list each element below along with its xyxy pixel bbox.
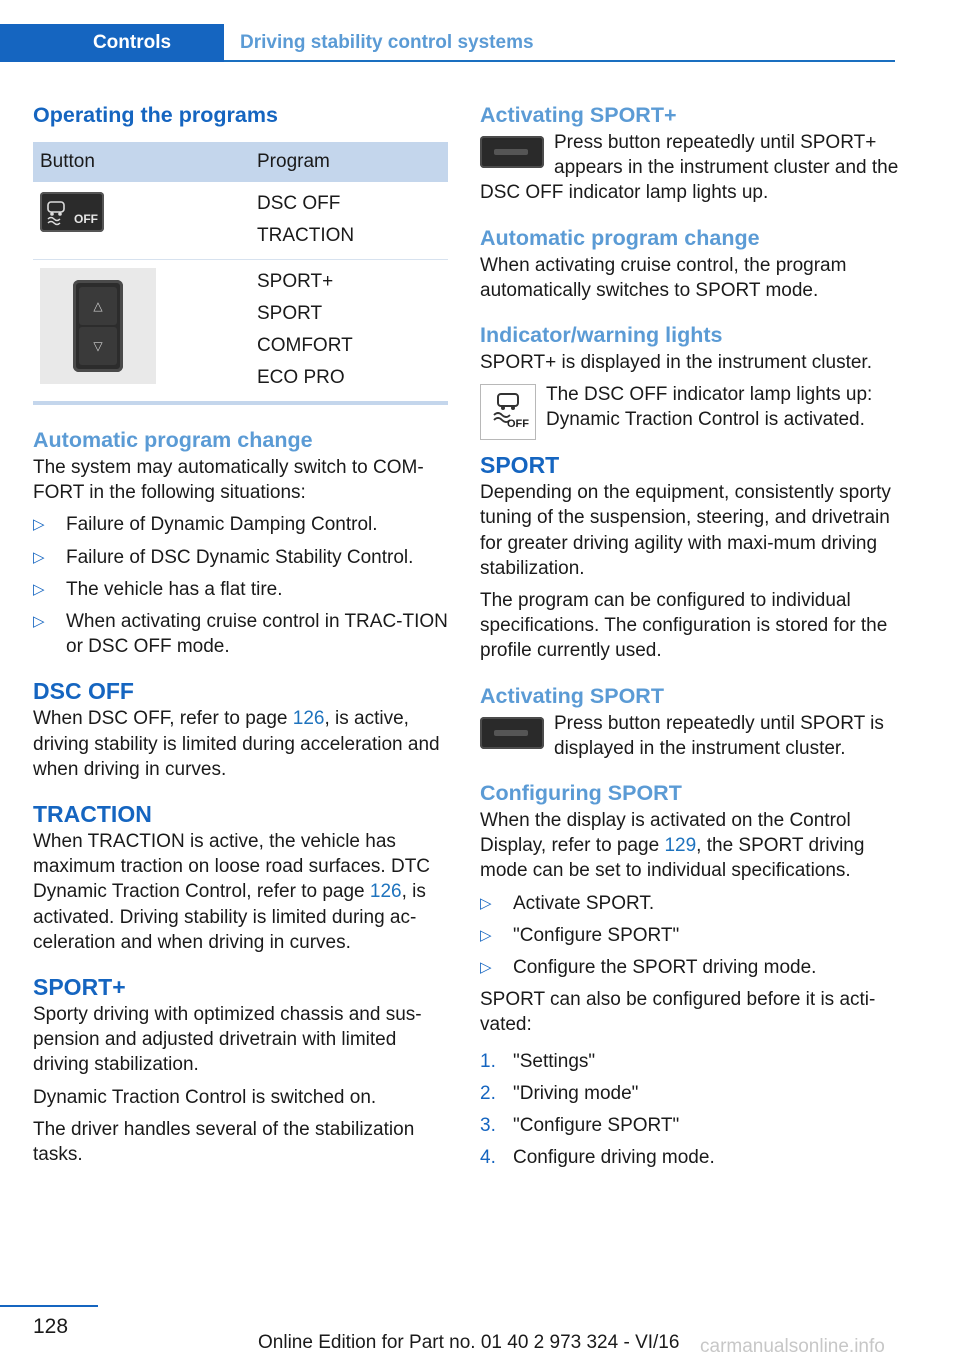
- configuring-sport-title: Configuring SPORT: [480, 781, 682, 806]
- program-sport-plus: SPORT+: [257, 271, 334, 292]
- table-cell-button: [33, 260, 250, 404]
- page-link-126[interactable]: 126: [292, 708, 325, 730]
- table-row: [33, 260, 448, 404]
- dsc-button-label: OFF: [74, 212, 98, 226]
- program-dsc-off: DSC OFF: [257, 193, 341, 214]
- configuring-sport-text: When the display is activated on the Control Display, refer to page 129, the SPORT driving mode can be set to individual specifications.: [480, 810, 865, 882]
- page-header: [0, 24, 895, 62]
- table-cell-programs: [250, 182, 448, 260]
- indicator-lamp-text: The DSC OFF indicator lamp lights up: Dynamic Traction Control is activated.: [546, 384, 873, 431]
- list-item: ▷ When activating cruise control in TRAC‐TION or DSC OFF mode.: [33, 611, 448, 658]
- section-tab[interactable]: Controls: [0, 24, 224, 62]
- indicator-title: Indicator/warning lights: [480, 323, 723, 348]
- traction-text: When TRACTION is active, the vehicle has maximum traction on loose road surfaces. DTC Dynamic Traction Control, refer to page 126, is activated. Driving stability is limited during ac‐celeration and when driving in curves.: [33, 831, 431, 953]
- step-number: 2.: [480, 1082, 496, 1104]
- right-column: [480, 100, 900, 1177]
- auto-change-title-right: Automatic program change: [480, 225, 760, 250]
- table-header-row: [33, 142, 448, 182]
- program-table: [33, 142, 448, 405]
- lamp-label: OFF: [507, 418, 529, 431]
- list-marker-icon: ▷: [480, 894, 492, 912]
- auto-change-list: [33, 512, 448, 659]
- sport-plus-title: SPORT+: [33, 974, 126, 1001]
- auto-change-title: Automatic program change: [33, 428, 313, 452]
- list-marker-icon: ▷: [480, 959, 492, 977]
- edition-text: Online Edition for Part no. 01 40 2 973 324 - VI/16: [258, 1332, 680, 1353]
- list-marker-icon: ▷: [33, 516, 45, 534]
- list-marker-icon: ▷: [33, 613, 45, 631]
- program-eco-pro: ECO PRO: [257, 367, 345, 388]
- configuring-sport-text-2: SPORT can also be configured before it is acti‐vated:: [480, 989, 876, 1036]
- driving-mode-rocker-icon: [40, 268, 156, 384]
- sport-text-1: Depending on the equipment, consistently sporty tuning of the suspension, steering, and drivetrain for greater driving agility with maxi‐mum driving stabilization.: [480, 482, 891, 579]
- activating-sport-block: [480, 711, 900, 768]
- left-column: [33, 100, 448, 1174]
- activating-sport-plus-title: Activating SPORT+: [480, 103, 677, 127]
- program-traction: TRACTION: [257, 225, 355, 246]
- footer-rule: [0, 1305, 98, 1307]
- activating-sport-plus-block: [480, 130, 900, 213]
- table-row: [33, 182, 448, 260]
- indicator-lamp-block: [480, 382, 900, 440]
- activating-sport-text: Press button repeatedly until SPORT is displayed in the instrument cluster.: [554, 712, 884, 759]
- dsc-off-button-icon: [40, 192, 104, 232]
- sport-plus-text-2: Dynamic Traction Control is switched on.: [33, 1086, 377, 1108]
- page-link-126[interactable]: 126: [369, 881, 402, 903]
- page-number: 128: [33, 1315, 69, 1338]
- rocker-up-icon: △: [79, 287, 117, 325]
- mode-button-icon: [480, 717, 544, 749]
- traction-title: TRACTION: [33, 801, 152, 828]
- rocker-down-icon: ▽: [79, 327, 117, 365]
- activating-sport-plus-text: Press button repeatedly until SPORT+ appears in the instrument cluster and the DSC OFF indicator lamp lights up.: [480, 132, 899, 204]
- list-item: ▷ Activate SPORT.: [480, 891, 900, 916]
- list-item: 2. "Driving mode": [480, 1081, 900, 1106]
- list-item: 3. "Configure SPORT": [480, 1113, 900, 1138]
- mode-button-icon: [480, 136, 544, 168]
- list-item: ▷ Failure of DSC Dynamic Stability Control.: [33, 545, 448, 570]
- program-comfort: COMFORT: [257, 335, 353, 356]
- step-number: 4.: [480, 1147, 496, 1169]
- list-item: ▷ The vehicle has a flat tire.: [33, 577, 448, 602]
- subsection-title[interactable]: Driving stability control systems: [240, 32, 534, 53]
- auto-change-text: The system may automatically switch to COM‐FORT in the following situations:: [33, 457, 424, 504]
- list-marker-icon: ▷: [480, 926, 492, 944]
- program-sport: SPORT: [257, 303, 323, 324]
- list-marker-icon: ▷: [33, 548, 45, 566]
- list-item: ▷ Configure the SPORT driving mode.: [480, 955, 900, 980]
- sport-plus-text-1: Sporty driving with optimized chassis and sus‐pension and adjusted drivetrain with limited driving stabilization.: [33, 1004, 422, 1076]
- table-header-program: Program: [250, 142, 448, 182]
- list-item: ▷ "Configure SPORT": [480, 923, 900, 948]
- watermark-text: carmanualsonline.info: [700, 1336, 885, 1357]
- dsc-off-lamp-icon: [480, 384, 536, 440]
- indicator-text: SPORT+ is displayed in the instrument cluster.: [480, 352, 872, 374]
- list-marker-icon: ▷: [33, 580, 45, 598]
- sport-text-2: The program can be configured to individual specifications. The configuration is stored for the profile currently used.: [480, 590, 888, 662]
- table-header-button: Button: [33, 142, 250, 182]
- step-number: 3.: [480, 1115, 496, 1137]
- list-item: 1. "Settings": [480, 1049, 900, 1074]
- operating-title: Operating the programs: [33, 103, 278, 127]
- configuring-sport-list: [480, 891, 900, 981]
- configure-steps-list: [480, 1049, 900, 1171]
- page-link-129[interactable]: 129: [664, 835, 697, 857]
- sport-title: SPORT: [480, 452, 560, 479]
- list-item: 4. Configure driving mode.: [480, 1145, 900, 1170]
- rocker-switch: [73, 280, 123, 372]
- dsc-off-title: DSC OFF: [33, 678, 134, 705]
- auto-change-text-right: When activating cruise control, the program automatically switches to SPORT mode.: [480, 254, 847, 301]
- table-cell-programs: [250, 260, 448, 404]
- table-cell-button: [33, 182, 250, 260]
- dsc-off-text: When DSC OFF, refer to page 126, is active, driving stability is limited during acceleration and when driving in curves.: [33, 708, 440, 780]
- activating-sport-title: Activating SPORT: [480, 683, 664, 708]
- step-number: 1.: [480, 1050, 496, 1072]
- sport-plus-text-3: The driver handles several of the stabilization tasks.: [33, 1118, 415, 1166]
- list-item: ▷ Failure of Dynamic Damping Control.: [33, 512, 448, 537]
